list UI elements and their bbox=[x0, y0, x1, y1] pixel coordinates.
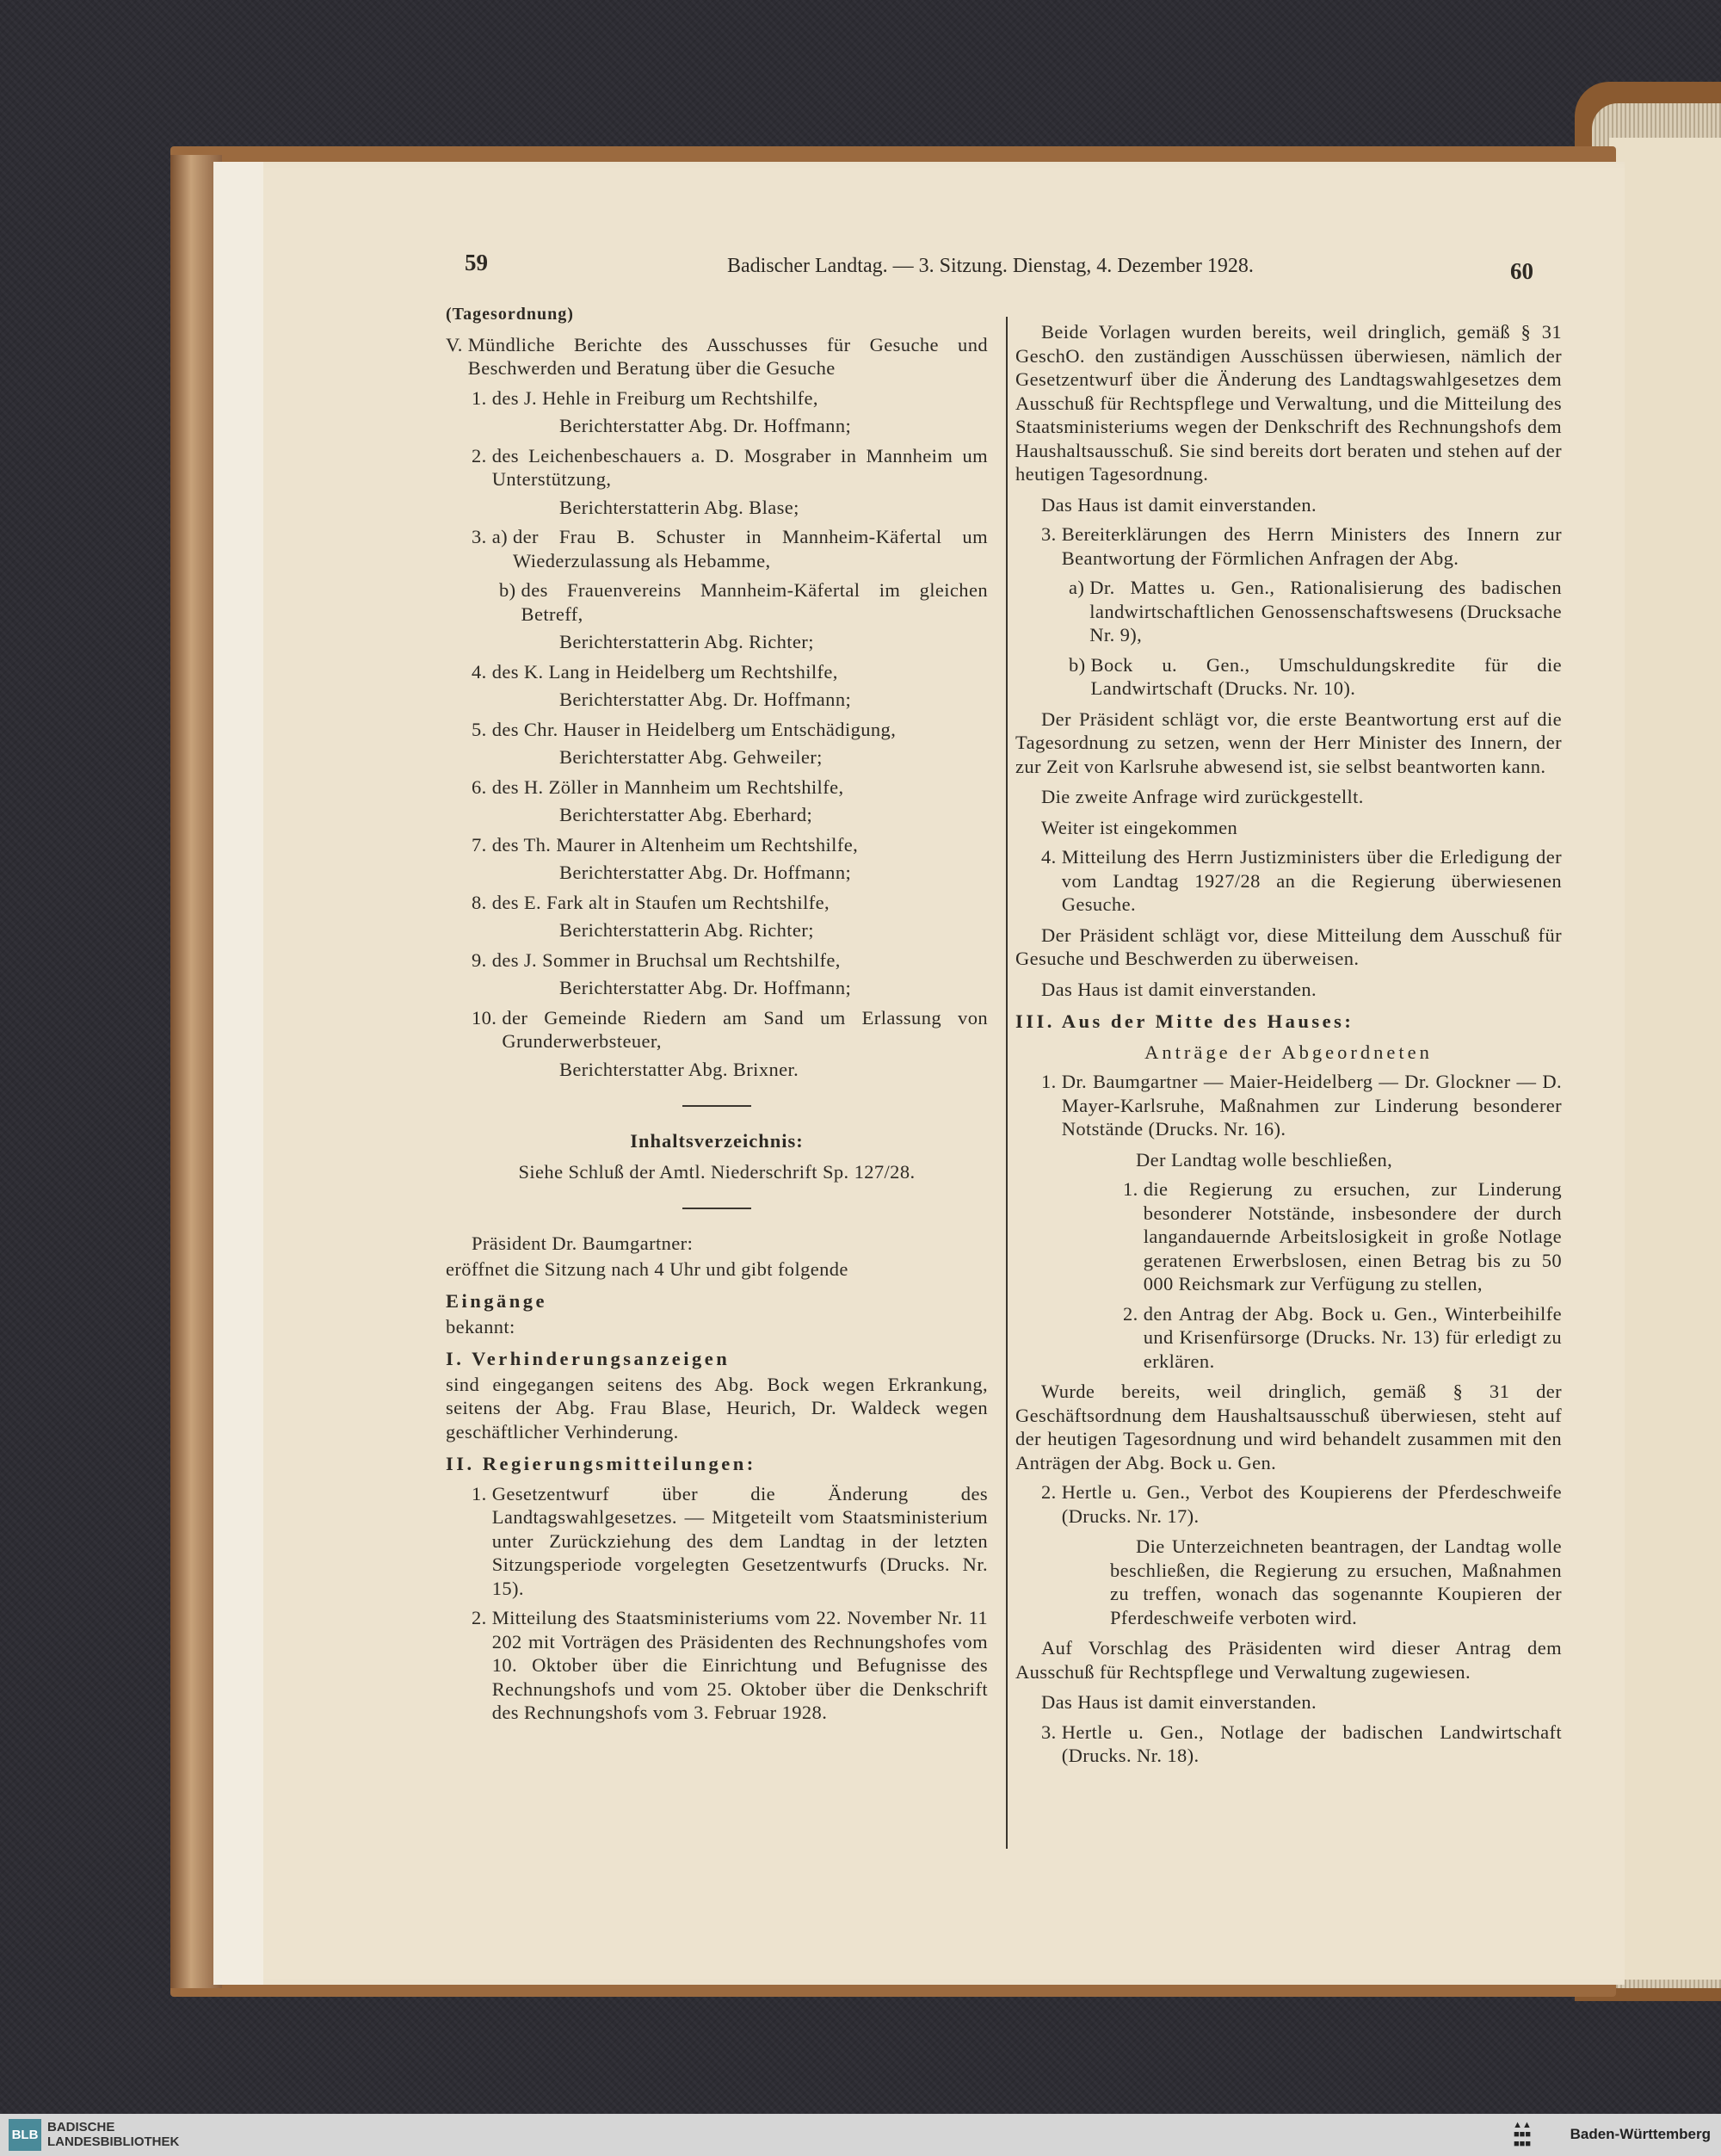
section-rule bbox=[682, 1208, 751, 1209]
item-text: des E. Fark alt in Staufen um Rechtshilfe, bbox=[491, 891, 830, 913]
running-title: Badischer Landtag. — 3. Sitzung. Dienstag, 4. Dezember 1928. bbox=[727, 255, 1254, 277]
footer-bar bbox=[0, 2114, 1721, 2156]
item-number: b) bbox=[499, 579, 516, 601]
paragraph: Der Präsident schlägt vor, diese Mitteilung dem Ausschuß für Gesuche und Beschwerden zu überweisen. bbox=[1015, 924, 1562, 969]
item-number: 3. bbox=[1041, 523, 1057, 545]
item-text: Dr. Mattes u. Gen., Rationalisierung des badischen landwirtschaftlichen Genossenschaftswesens (Drucksache Nr. 9), bbox=[1089, 577, 1562, 646]
quoted-motion: Der Landtag wolle beschließen, bbox=[1136, 1148, 1393, 1171]
item-number: 5. bbox=[472, 718, 487, 740]
list-item bbox=[1015, 845, 1562, 917]
item-number: 4. bbox=[1041, 846, 1057, 868]
paragraph: sind eingegangen seitens des Abg. Bock wegen Erkrankung, seitens der Abg. Frau Blase, Heurich, Dr. Waldeck wegen geschäftlicher Verhinderung. bbox=[446, 1373, 988, 1442]
item-number: 1. bbox=[472, 1482, 487, 1504]
paragraph: Das Haus ist damit einverstanden. bbox=[1041, 493, 1317, 516]
paragraph: Das Haus ist damit einverstanden. bbox=[1041, 1691, 1317, 1713]
item-text: des Frauenvereins Mannheim-Käfertal im gleichen Betreff, bbox=[521, 579, 988, 625]
reporter-line: Berichterstatter Abg. Dr. Hoffmann; bbox=[559, 977, 852, 998]
list-item bbox=[446, 891, 988, 915]
list-item bbox=[1015, 1302, 1562, 1374]
list-item bbox=[446, 948, 988, 973]
item-text: des Leichenbeschauers a. D. Mosgraber in Mannheim um Unterstützung, bbox=[491, 444, 988, 490]
item-number: 1. bbox=[472, 386, 487, 409]
page-number-right: 60 bbox=[1510, 258, 1533, 284]
list-item bbox=[1015, 1480, 1562, 1528]
item-text: Gesetzentwurf über die Änderung des Landtagswahlgesetzes. — Mitgeteilt vom Staatsministerium unter Zurückziehung des dem Landtag in der letzten Sitzungsperiode vorgelegten Gesetzentwurfs (Drucks. Nr. 15). bbox=[491, 1482, 988, 1599]
reporter-line: Berichterstatterin Abg. Richter; bbox=[559, 919, 814, 941]
item-number: 2. bbox=[1123, 1302, 1138, 1325]
item-text: des J. Sommer in Bruchsal um Rechtshilfe, bbox=[491, 948, 841, 971]
item-text: Mitteilung des Staatsministeriums vom 22. November Nr. 11 202 mit Vorträgen des Präsidenten des Rechnungshofes vom 10. Oktober über die Einrichtung und Befugnisse des Rechnungshofs und vom 25. Oktober über die Denkschrift des Rechnungshofs vom 3. Februar 1928. bbox=[491, 1607, 988, 1723]
item-text: Hertle u. Gen., Verbot des Koupierens der Pferdeschweife (Drucks. Nr. 17). bbox=[1061, 1481, 1562, 1527]
coat-of-arms-icon: ▲▲ ■■■ ■■■ bbox=[1513, 2120, 1532, 2149]
item-number: 2. bbox=[1041, 1481, 1057, 1503]
paragraph: Wurde bereits, weil dringlich, gemäß § 31 der Geschäftsordnung dem Haushaltsausschuß überwiesen, steht auf der heutigen Tagesordnung und wird behandelt zusammen mit den Anträgen der Abg. Bock u. Gen. bbox=[1015, 1381, 1562, 1473]
paragraph: Auf Vorschlag des Präsidenten wird dieser Antrag dem Ausschuß für Rechtspflege und Verwaltung zugewiesen. bbox=[1015, 1637, 1562, 1683]
section-label: (Tagesordnung) bbox=[446, 305, 574, 324]
item-number: 9. bbox=[472, 948, 487, 971]
list-item bbox=[446, 718, 988, 742]
centered-text: Siehe Schluß der Amtl. Niederschrift Sp. 127/28. bbox=[518, 1160, 916, 1183]
list-item bbox=[446, 660, 988, 684]
item-number: 10. bbox=[472, 1006, 497, 1029]
paragraph: Präsident Dr. Baumgartner: bbox=[472, 1232, 694, 1254]
right-column bbox=[1015, 313, 1562, 1768]
library-name bbox=[47, 2120, 179, 2149]
paragraph: Die zweite Anfrage wird zurückgestellt. bbox=[1041, 786, 1364, 807]
reporter-line: Berichterstatter Abg. Eberhard; bbox=[559, 804, 813, 825]
list-item bbox=[446, 1606, 988, 1725]
item-number: 2. bbox=[472, 1607, 487, 1628]
section-heading: III. Aus der Mitte des Hauses: bbox=[1015, 1010, 1354, 1032]
list-item bbox=[446, 386, 988, 411]
reporter-line: Berichterstatterin Abg. Richter; bbox=[559, 631, 814, 652]
item-text: der Frau B. Schuster in Mannheim-Käfertal um Wiederzulassung als Hebamme, bbox=[512, 526, 988, 571]
item-text: Bock u. Gen., Umschuldungskredite für die Landwirtschaft (Drucks. Nr. 10). bbox=[1090, 653, 1562, 699]
item-text: des K. Lang in Heidelberg um Rechtshilfe, bbox=[491, 660, 838, 683]
next-page-edge bbox=[1609, 138, 1721, 1980]
list-item bbox=[446, 775, 988, 800]
list-item bbox=[446, 578, 988, 626]
section-heading: II. Regierungsmitteilungen: bbox=[446, 1453, 756, 1474]
item-text: des H. Zöller in Mannheim um Rechtshilfe, bbox=[491, 775, 844, 798]
library-name-line-1: BADISCHE bbox=[47, 2120, 115, 2134]
item-text: Dr. Baumgartner — Maier-Heidelberg — Dr. Glockner — D. Mayer-Karlsruhe, Maßnahmen zur Linderung besonderer Notstände (Drucks. Nr. 16). bbox=[1061, 1071, 1562, 1140]
list-item bbox=[446, 833, 988, 857]
section-heading: I. Verhinderungsanzeigen bbox=[446, 1348, 731, 1369]
list-item bbox=[1015, 1720, 1562, 1768]
item-text: Mitteilung des Herrn Justizministers über die Erledigung der vom Landtag 1927/28 an die Regierung überwiesenen Gesuche. bbox=[1061, 846, 1562, 915]
item-text: den Antrag der Abg. Bock u. Gen., Winterbeihilfe und Krisenfürsorge (Drucks. Nr. 13) für erledigt zu erklären. bbox=[1143, 1302, 1562, 1372]
item-text: des J. Hehle in Freiburg um Rechtshilfe, bbox=[491, 386, 818, 409]
item-number: 8. bbox=[472, 891, 487, 913]
list-item bbox=[446, 444, 988, 491]
paragraph: eröffnet die Sitzung nach 4 Uhr und gibt folgende bbox=[446, 1257, 848, 1280]
list-item bbox=[446, 1482, 988, 1601]
page-number-left: 59 bbox=[465, 250, 488, 275]
state-label[interactable]: Baden-Württemberg bbox=[1570, 2126, 1711, 2142]
item-number: 4. bbox=[472, 660, 487, 683]
list-item bbox=[446, 525, 988, 572]
item-number: a) bbox=[1069, 577, 1085, 598]
item-text: des Th. Maurer in Altenheim um Rechtshilfe, bbox=[491, 833, 859, 856]
item-number: 7. bbox=[472, 833, 487, 856]
list-item bbox=[1015, 576, 1562, 647]
item-text: die Regierung zu ersuchen, zur Linderung besonderer Notstände, insbesondere der durch langandauernde Arbeitslosigkeit in große Notlage geratenen Erwerbslosen, einen Betrag bis zu 50 000 Reichsmark zur Verfügung zu stellen, bbox=[1143, 1178, 1562, 1294]
blb-logo[interactable]: BLB bbox=[9, 2119, 41, 2151]
item-text: Hertle u. Gen., Notlage der badischen Landwirtschaft (Drucks. Nr. 18). bbox=[1061, 1720, 1562, 1766]
page-margin bbox=[213, 162, 263, 1985]
centered-heading: Inhaltsverzeichnis: bbox=[630, 1130, 804, 1152]
item-number: 6. bbox=[472, 775, 487, 798]
item-text: des Chr. Hauser in Heidelberg um Entschädigung, bbox=[491, 718, 897, 740]
library-name-line-2: LANDESBIBLIOTHEK bbox=[47, 2134, 180, 2149]
reporter-line: Berichterstatter Abg. Dr. Hoffmann; bbox=[559, 415, 852, 436]
paragraph: bekannt: bbox=[446, 1315, 515, 1337]
section-rule bbox=[682, 1105, 751, 1107]
item-number: b) bbox=[1069, 653, 1086, 676]
item-text: Bereiterklärungen des Herrn Ministers des Innern zur Beantwortung der Förmlichen Anfragen der Abg. bbox=[1061, 523, 1562, 569]
item-number: V. bbox=[446, 333, 463, 355]
item-text: der Gemeinde Riedern am Sand um Erlassung von Grunderwerbsteuer, bbox=[502, 1006, 988, 1052]
paragraph: Beide Vorlagen wurden bereits, weil dringlich, gemäß § 31 GeschO. den zuständigen Ausschüssen überwiesen, nämlich der Gesetzentwurf über die Änderung des Landtagswahlgesetzes dem Ausschuß für Rechtspflege und Verwaltung, und die Mitteilung des Staatsministeriums wegen der Denkschrift des Rechnungshofs dem Haushaltsausschuß. Sie sind bereits dort beraten und stehen auf der heutigen Tagesordnung. bbox=[1015, 321, 1562, 485]
item-text: Mündliche Berichte des Ausschusses für Gesuche und Beschwerden und Beratung über die Gesuche bbox=[467, 333, 988, 379]
paragraph: Weiter ist eingekommen bbox=[1041, 816, 1238, 838]
list-item bbox=[1015, 1070, 1562, 1141]
paragraph: Der Präsident schlägt vor, die erste Beantwortung erst auf die Tagesordnung zu setzen, wenn der Herr Minister des Innern, der zur Zeit von Karlsruhe abwesend ist, sie selbst beantworten kann. bbox=[1015, 707, 1562, 777]
item-number: 1. bbox=[1041, 1071, 1057, 1092]
item-number: 3. bbox=[1041, 1720, 1057, 1743]
reporter-line: Berichterstatterin Abg. Blase; bbox=[559, 496, 799, 518]
section-heading: Eingänge bbox=[446, 1290, 548, 1312]
list-item bbox=[1015, 522, 1562, 570]
item-number: 2. bbox=[472, 444, 487, 466]
reporter-line: Berichterstatter Abg. Brixner. bbox=[559, 1058, 799, 1080]
list-item bbox=[1015, 653, 1562, 701]
left-column bbox=[446, 303, 988, 1725]
item-number: 1. bbox=[1123, 1178, 1138, 1200]
list-item bbox=[446, 333, 988, 380]
list-item bbox=[1015, 1177, 1562, 1296]
list-item bbox=[446, 1006, 988, 1053]
paragraph: Das Haus ist damit einverstanden. bbox=[1041, 978, 1317, 1000]
quoted-motion: Die Unterzeichneten beantragen, der Landtag wolle beschließen, die Regierung zu ersuchen, Maßnahmen zu treffen, wonach das sogenannte Koupieren der Pferdeschweife verboten wird. bbox=[1110, 1535, 1562, 1628]
reporter-line: Berichterstatter Abg. Gehweiler; bbox=[559, 746, 823, 768]
reporter-line: Berichterstatter Abg. Dr. Hoffmann; bbox=[559, 862, 852, 883]
item-number: 3. a) bbox=[472, 526, 508, 547]
reporter-line: Berichterstatter Abg. Dr. Hoffmann; bbox=[559, 689, 852, 710]
column-divider bbox=[1006, 317, 1008, 1849]
subheading: Anträge der Abgeordneten bbox=[1144, 1041, 1433, 1063]
